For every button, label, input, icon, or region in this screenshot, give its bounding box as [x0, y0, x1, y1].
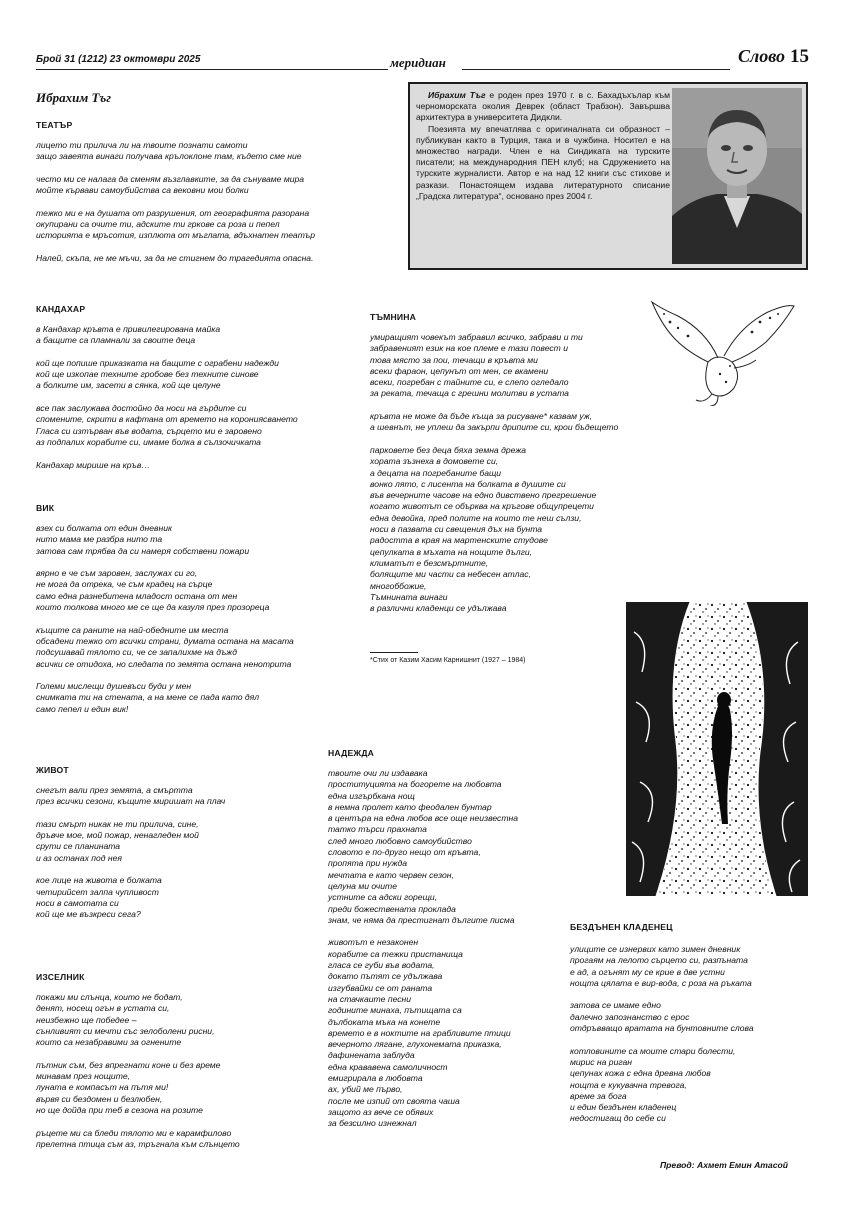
- poem-line: татко търси прахната: [328, 824, 427, 835]
- poem-line: годините минаха, пътищата са: [328, 1005, 462, 1016]
- poem-line: за безсилно изнежнал: [328, 1118, 417, 1129]
- poem-line: Големи мислещи душевъси буди у мен: [36, 681, 192, 692]
- poem-line: преди божествената проклада: [328, 903, 456, 914]
- dove-drawing: [648, 296, 798, 406]
- poem-title-zhivot: ЖИВОТ: [36, 765, 69, 775]
- page-number: 15: [790, 46, 809, 67]
- poem-line: една изгърбкана нощ: [328, 790, 415, 801]
- poem-line: носи в самотата си: [36, 897, 119, 908]
- poem-line: покажи ми слънца, които не бодат,: [36, 992, 183, 1002]
- stanza: [36, 1060, 240, 1116]
- forest-figure-illustration: [626, 602, 808, 896]
- poem-line: забравеният език на кое племе е тази повест и: [370, 343, 569, 354]
- poem-line: отдръвващо вратата на бунтовните слова: [570, 1023, 754, 1034]
- poem-line: мойте кървави самоубийства са вековни мои болки: [36, 185, 249, 196]
- poem-line: емигрирала в любовта: [328, 1073, 423, 1084]
- poem-line: гласа се губи във водата,: [328, 960, 435, 971]
- poem-body-teatar: [36, 140, 315, 264]
- stanza: [36, 208, 315, 242]
- poem-line: срути се планината: [36, 841, 121, 852]
- newspaper-logo: Слово: [738, 46, 786, 66]
- poem-line: все пак заслужава достойно да носи на гърдите си: [36, 403, 247, 414]
- poem-line: а болките им, засети в сянка, кой ще целуне: [36, 380, 221, 391]
- poem-line: нощта е кукувачна тревога,: [570, 1079, 687, 1090]
- poem-line: но ще дойда при теб в сезона на розите: [36, 1104, 203, 1115]
- poem-line: една девойка, пред полите на които те неш сълзи,: [370, 512, 582, 523]
- poem-line: парковете без деца бяха земна дрежа: [370, 444, 527, 455]
- poem-line: в различни кладенци се удължава: [370, 603, 507, 614]
- poem-line: взех си болката от един дневник: [36, 523, 173, 533]
- poem-line: времето е в ноктите на грабливите птици: [328, 1027, 511, 1038]
- poem-line: които толкова много ме се ще да казуля през прозореца: [36, 602, 270, 613]
- poem-line: умиращият човекът забравил всичко, забрави и ти: [370, 332, 583, 342]
- stanza: [36, 785, 225, 808]
- poem-line: защото аз вече се обявих: [328, 1106, 434, 1117]
- stanza: [36, 992, 240, 1048]
- poem-line: всеки, погребан с тайните си, е слепо огледало: [370, 377, 569, 388]
- poem-line: време за бога: [570, 1090, 627, 1101]
- stanza: [36, 1128, 240, 1151]
- bio-text-2: Поезията му впечатлява с оригиналната си образност – публикуван както в Турция, така и в чужбина. Носител е на множество награди. Член е на Синдиката на турските писатели; на международния ПЕН клуб; на Сдружението на турските журналисти. Автор е на над 12 книги със стихове и разкази. Понастоящем издава литературното списание „Градска литература“, основано през 2004 г.: [416, 123, 670, 201]
- poem-line: проституцията на богорете на любовта: [328, 779, 502, 790]
- poem-line: кое лице на живота е болката: [36, 875, 162, 886]
- stanza: [36, 140, 315, 163]
- poem-body-nadezhda: [328, 768, 518, 1130]
- stanza: [36, 324, 298, 347]
- poem-line: четирийсет залпа чупливост: [36, 886, 159, 897]
- poem-line: затова сам трябва да си намеря собствени пожари: [36, 545, 250, 556]
- poem-line: котловините са моите стари болести,: [570, 1045, 736, 1056]
- author-bio-box: [408, 82, 808, 270]
- poem-line: тази смърт никак не ти прилича, сине,: [36, 818, 199, 829]
- poem-line: и аз останах под нея: [36, 852, 122, 863]
- poem-line: е ад, а огънят му се крие в две устни: [570, 966, 725, 977]
- stanza: [36, 819, 225, 864]
- poem-line: Гласа си изтърван във водата, сърцето ми е заровено: [36, 425, 262, 436]
- poem-line: които са незабравими за огнените: [36, 1037, 182, 1048]
- poem-line: една крававена самоличност: [328, 1061, 448, 1072]
- poem-line: спомените, скрити в кафтана от времето на корониясването: [36, 414, 298, 425]
- poem-line: подсушавай тялото си, че се запалихме на дъжд: [36, 647, 237, 658]
- poem-line: Тъмнината винаги: [370, 591, 448, 602]
- poem-line: ръцете ми са бледи тялото ми е карамфилово: [36, 1127, 232, 1138]
- poem-line: дълбоката мъка на конете: [328, 1016, 441, 1027]
- poem-line: мирис на риган: [570, 1056, 633, 1067]
- bio-lead: Ибрахим Тъг: [428, 90, 486, 100]
- stanza: [570, 1046, 754, 1125]
- poem-line: твоите очи ли издавака: [328, 768, 428, 778]
- poem-line: на стачкаите песни: [328, 993, 412, 1004]
- stanza: [328, 937, 518, 1129]
- poem-line: вечерното лягане, глухонемата приказка,: [328, 1039, 502, 1050]
- poem-line: обсадени тежко от всички страни, думата остана на масата: [36, 635, 294, 646]
- poem-line: това място за пои, течащи в кръвта ми: [370, 354, 538, 365]
- stanza: [36, 681, 294, 715]
- poem-line: окупирани са очите ти, адските ти гркове са роза и пепел: [36, 219, 280, 230]
- poem-line: ах, убий ме първо,: [328, 1084, 403, 1095]
- poem-title-teatar: ТЕАТЪР: [36, 120, 73, 130]
- poem-line: Налей, скъпа, не ме мъчи, за да не стигнем до трагедията опасна.: [36, 252, 314, 263]
- poem-line: затова се имаме едно: [570, 1000, 661, 1011]
- stanza: [36, 523, 294, 557]
- poem-body-bezdanen-kladenets: [570, 944, 754, 1125]
- poem-line: пропята при нужда: [328, 858, 408, 869]
- poem-line: в Кандахар кръвта е привилегирована майка: [36, 324, 221, 334]
- poem-line: кой ще изкопае техните гробове без техните синове: [36, 369, 259, 380]
- poem-line: улиците се изнервих като зимен дневник: [570, 944, 741, 954]
- poem-title-tamnina: ТЪМНИНА: [370, 312, 417, 322]
- poem-line: знам, че няма да престигнат дългите писма: [328, 914, 515, 925]
- poem-line: цепулката в мъхата на нощите дълги,: [370, 546, 533, 557]
- poem-line: кой ще попише приказката на бащите с ограбени надежди: [36, 357, 279, 368]
- poem-line: целуна ми очите: [328, 880, 397, 891]
- poem-line: прогаям на лелото сърцето си, разпъната: [570, 955, 748, 966]
- poem-line: Кандахар мирише на кръв…: [36, 459, 150, 470]
- stanza: [36, 625, 294, 670]
- poem-line: кръвта не може да бъде къща за рисуване* казвам уж,: [370, 411, 593, 422]
- poem-line: често ми се налага да сменям възглавките, за да сънуваме мира: [36, 173, 305, 184]
- poem-title-vik: ВИК: [36, 503, 55, 513]
- poem-line: денят, носещ огън в устата си,: [36, 1003, 170, 1014]
- poem-line: многоббожие,: [370, 580, 427, 591]
- poem-line: нито мама ме разбра нито та: [36, 534, 163, 545]
- poem-title-izselnik: ИЗСЕЛНИК: [36, 972, 85, 982]
- stanza: [36, 358, 298, 392]
- poem-line: след много любовно самоубийство: [328, 835, 472, 846]
- bio-text-1: е роден през 1970 г. в с. Бахадъхълар към черноморската околия Деврек (област Трабзон). Завършва архитектура в университета Дидкли.: [416, 90, 670, 123]
- poem-body-vik: [36, 523, 294, 715]
- poem-line: луната е компасът на пътя ми!: [36, 1082, 169, 1093]
- poem-line: болящите ми части са небесен атлас,: [370, 569, 531, 580]
- poem-line: лицето ти прилича ли на твоите познати самоти: [36, 140, 248, 150]
- poem-title-bezdanen-kladenets: БЕЗДЪНЕН КЛАДЕНЕЦ: [570, 922, 673, 932]
- poem-body-zhivot: [36, 785, 225, 921]
- poem-line: тежко ми е на душата от разрушения, от географията разорана: [36, 207, 310, 218]
- poem-line: когато животът се обърква на кръгове общупрецети: [370, 501, 594, 512]
- section-name: меридиан: [390, 55, 446, 70]
- poem-line: носи в пазвата си свещения дъх на бунта: [370, 524, 543, 535]
- poem-body-tamnina: [370, 332, 618, 614]
- header-rule-right: [462, 69, 730, 70]
- poem-line: корабите са тежки пристанища: [328, 948, 463, 959]
- poem-body-kandahar: [36, 324, 298, 471]
- poem-line: във вечерните часове на едно дивствено прегрешение: [370, 490, 597, 501]
- stanza: [36, 460, 298, 471]
- poem-line: дръвче мое, мой пожар, ненагледен мой: [36, 830, 199, 841]
- poem-line: само пепел и един вик!: [36, 703, 129, 714]
- poem-line: нощта цялата е вир-вода, с роза на ръката: [570, 977, 752, 988]
- poem-body-izselnik: [36, 992, 240, 1150]
- footnote-rule: [370, 652, 418, 653]
- poem-title-kandahar: КАНДАХАР: [36, 304, 86, 314]
- portrait-illustration: [672, 88, 802, 264]
- stanza: [328, 768, 518, 926]
- poem-line: а бащите са пламнали за своите деца: [36, 335, 196, 346]
- poem-line: далечно запознанство с ерос: [570, 1011, 690, 1022]
- poem-line: за реката, течаща с грешни молитви в устата: [370, 388, 569, 399]
- stanza: [570, 1000, 754, 1034]
- author-name: Ибрахим Тъг: [36, 90, 112, 105]
- poem-line: и един бездънен кладенец: [570, 1102, 677, 1113]
- poem-line: сънливият си мечти със зелоболени рисни,: [36, 1025, 215, 1036]
- bio-paragraph: [416, 90, 670, 124]
- poem-line: вървя си бездомен и безлюбен,: [36, 1093, 163, 1104]
- poem-line: устните са адски горещи,: [328, 892, 438, 903]
- poem-line: вярно е че съм заровен, заслужах си го,: [36, 568, 198, 579]
- poem-line: всеки фараон, цепунът от мен, се вкамени: [370, 365, 549, 376]
- poem-line: снимката ти на стената, а на мене се пада като дял: [36, 692, 260, 703]
- issue-info: Брой 31 (1212) 23 октомври 2025: [36, 54, 201, 65]
- stanza: [570, 944, 754, 989]
- header-rule-left: [36, 69, 388, 70]
- poem-line: недостигащ до себе си: [570, 1113, 666, 1124]
- poem-line: снегът вали през земята, а смъртта: [36, 785, 193, 795]
- stanza: [36, 253, 315, 264]
- poem-line: радостта в края на мартенските студове: [370, 535, 548, 546]
- poem-line: минавам през нощите,: [36, 1071, 131, 1082]
- poem-line: само една разнебитена младост остана от мен: [36, 590, 238, 601]
- poem-line: пътник съм, без впрегнати коне и без време: [36, 1059, 221, 1070]
- poem-line: животът е незаконен: [328, 937, 419, 948]
- poem-line: цепунах кожа с една древна любов: [570, 1068, 711, 1079]
- poem-line: мечтата е като червен сезон,: [328, 869, 454, 880]
- stanza: [36, 403, 298, 448]
- poem-line: прелетна птица съм аз, тръгнала към слънцето: [36, 1138, 240, 1149]
- stanza: [36, 875, 225, 920]
- poem-line: в центъра на една любов все още неизвестна: [328, 813, 519, 824]
- poem-line: не мога да отрека, че съм крадец на сърце: [36, 579, 213, 590]
- stanza: [370, 445, 618, 614]
- translator-credit: Превод: Ахмет Емин Атасой: [660, 1160, 788, 1170]
- poem-line: къщите са раните на най-обедните им места: [36, 624, 229, 635]
- author-portrait-photo: [672, 88, 802, 264]
- poem-line: вонко лято, с лисента на болката в душите си: [370, 478, 566, 489]
- poem-line: кой ще ме възкреси сега?: [36, 909, 141, 920]
- stanza: [370, 411, 618, 434]
- poem-line: хората зъзнеха в домовете си,: [370, 456, 499, 467]
- poem-title-nadezhda: НАДЕЖДА: [328, 748, 375, 758]
- poem-line: докато пътят се удължава: [328, 971, 443, 982]
- stanza: [370, 332, 618, 400]
- poem-line: а децата на погребаните бащи: [370, 467, 502, 478]
- poem-line: словото е по-друго нещо от кръвта,: [328, 847, 481, 858]
- author-bio-text: [416, 90, 670, 202]
- poem-line: климатът е безсмъртните,: [370, 557, 489, 568]
- poem-line: всички се отидоха, но следата по земята остана ненотрита: [36, 658, 292, 669]
- poem-line: защо завеята винаги получава крълоклоне там, където сме ние: [36, 151, 302, 162]
- stanza: [36, 568, 294, 613]
- poem-line: в немна пролет като феодален бунтар: [328, 801, 492, 812]
- bio-paragraph: [416, 124, 670, 202]
- poem-line: после ме изпий от своята чаша: [328, 1095, 460, 1106]
- stanza: [36, 174, 315, 197]
- poem-line: аз подпалих корабите си, имаме болка в сълзочичката: [36, 436, 261, 447]
- poem-line: историята е мръсотия, изплюта от мъглата, вдъхнатен театър: [36, 230, 315, 241]
- poem-line: дафинената заблуда: [328, 1050, 415, 1061]
- footnote: *Стих от Казим Хасим Карнишнит (1927 – 1984): [370, 657, 526, 664]
- poem-line: неизбежно ще победее –: [36, 1014, 137, 1025]
- poem-line: а шевнът, не уплеш да закърпи дрипите си, крои бъдещето: [370, 422, 619, 433]
- poem-line: изгубвайки се от раната: [328, 982, 433, 993]
- poem-line: през всички сезони, къщите миришат на плач: [36, 796, 226, 807]
